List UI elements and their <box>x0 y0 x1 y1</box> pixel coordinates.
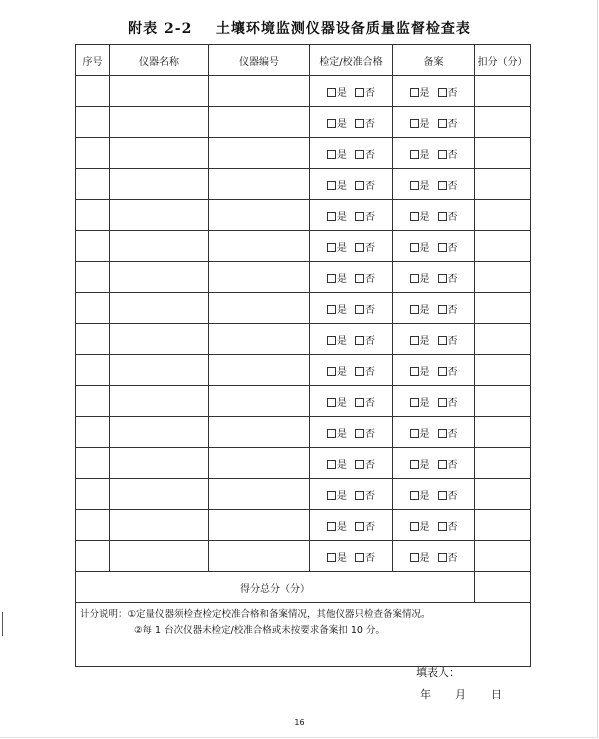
table-row <box>76 324 531 355</box>
no-label: 否 <box>447 521 458 533</box>
header-deduction: 扣分（分） <box>475 45 531 76</box>
instrument-name-cell[interactable] <box>110 262 209 293</box>
yes-checkbox[interactable] <box>410 212 419 221</box>
no-checkbox[interactable] <box>438 305 447 314</box>
yes-label: 是 <box>419 366 430 378</box>
no-label: 否 <box>447 211 458 223</box>
deduction-cell[interactable] <box>475 107 531 138</box>
no-checkbox[interactable] <box>355 491 364 500</box>
table-row <box>76 510 531 541</box>
yes-label: 是 <box>419 180 430 192</box>
deduction-cell[interactable] <box>475 138 531 169</box>
yes-label: 是 <box>337 397 347 409</box>
page-number: 16 <box>294 718 305 727</box>
yes-checkbox[interactable] <box>327 336 336 345</box>
no-label: 否 <box>447 242 458 254</box>
instrument-name-cell[interactable] <box>110 138 209 169</box>
no-label: 否 <box>447 490 458 502</box>
yes-checkbox[interactable] <box>327 150 336 159</box>
instrument-name-cell[interactable] <box>110 76 209 107</box>
no-label: 否 <box>447 180 458 192</box>
instrument-number-cell[interactable] <box>209 448 310 479</box>
serial-cell[interactable] <box>76 324 110 355</box>
no-label: 否 <box>365 335 375 347</box>
yes-checkbox[interactable] <box>410 491 419 500</box>
no-checkbox[interactable] <box>355 553 364 562</box>
yes-label: 是 <box>419 490 430 502</box>
filing-options <box>393 479 475 510</box>
yes-label: 是 <box>419 397 430 409</box>
header-instrument-number: 仪器编号 <box>209 45 310 76</box>
header-filing: 备案 <box>393 45 475 76</box>
yes-label: 是 <box>419 521 430 533</box>
no-checkbox[interactable] <box>355 181 364 190</box>
yes-checkbox[interactable] <box>327 119 336 128</box>
no-checkbox[interactable] <box>355 336 364 345</box>
filing-options <box>393 76 475 107</box>
instrument-name-cell[interactable] <box>110 107 209 138</box>
yes-label: 是 <box>419 552 430 564</box>
table-row <box>76 479 531 510</box>
yes-checkbox[interactable] <box>327 398 336 407</box>
header-instrument-name: 仪器名称 <box>110 45 209 76</box>
yes-label: 是 <box>419 459 430 471</box>
yes-label: 是 <box>419 428 430 440</box>
yes-checkbox[interactable] <box>327 491 336 500</box>
yes-checkbox[interactable] <box>410 119 419 128</box>
no-label: 否 <box>447 87 458 99</box>
instrument-number-cell[interactable] <box>209 293 310 324</box>
instrument-name-cell[interactable] <box>110 231 209 262</box>
instrument-number-cell[interactable] <box>209 138 310 169</box>
yes-label: 是 <box>337 180 347 192</box>
table-row <box>76 76 531 107</box>
yes-label: 是 <box>419 242 430 254</box>
table-row <box>76 417 531 448</box>
no-checkbox[interactable] <box>355 88 364 97</box>
no-checkbox[interactable] <box>438 429 447 438</box>
serial-cell[interactable] <box>76 386 110 417</box>
table-body <box>76 76 531 572</box>
yes-label: 是 <box>337 459 347 471</box>
yes-label: 是 <box>419 87 430 99</box>
serial-cell[interactable] <box>76 138 110 169</box>
filing-options <box>393 231 475 262</box>
instrument-name-cell[interactable] <box>110 324 209 355</box>
table-row <box>76 169 531 200</box>
no-label: 否 <box>365 304 375 316</box>
table-row <box>76 107 531 138</box>
yes-checkbox[interactable] <box>410 398 419 407</box>
yes-label: 是 <box>337 211 347 223</box>
no-checkbox[interactable] <box>438 460 447 469</box>
table-row <box>76 541 531 572</box>
yes-label: 是 <box>337 118 347 130</box>
calibration-options <box>310 448 393 479</box>
yes-label: 是 <box>337 521 347 533</box>
scoring-notes <box>76 603 531 667</box>
date-year-label: 年 <box>420 688 431 701</box>
yes-checkbox[interactable] <box>327 305 336 314</box>
instrument-name-cell[interactable] <box>110 541 209 572</box>
instrument-name-cell[interactable] <box>110 448 209 479</box>
no-checkbox[interactable] <box>355 367 364 376</box>
yes-label: 是 <box>337 490 347 502</box>
document-title: 附表 2-2 土壤环境监测仪器设备质量监督检查表 <box>128 21 471 37</box>
no-checkbox[interactable] <box>438 553 447 562</box>
no-label: 否 <box>365 552 375 564</box>
filler-label: 填表人： <box>416 666 460 679</box>
no-checkbox[interactable] <box>355 460 364 469</box>
instrument-number-cell[interactable] <box>209 200 310 231</box>
no-label: 否 <box>365 180 375 192</box>
deduction-cell[interactable] <box>475 479 531 510</box>
no-label: 否 <box>365 211 375 223</box>
calibration-options <box>310 293 393 324</box>
yes-label: 是 <box>337 273 347 285</box>
deduction-cell[interactable] <box>475 386 531 417</box>
table-row <box>76 262 531 293</box>
filing-options <box>393 355 475 386</box>
yes-checkbox[interactable] <box>410 88 419 97</box>
no-checkbox[interactable] <box>438 398 447 407</box>
no-label: 否 <box>365 459 375 471</box>
yes-checkbox[interactable] <box>327 181 336 190</box>
no-label: 否 <box>447 459 458 471</box>
deduction-cell[interactable] <box>475 262 531 293</box>
calibration-options <box>310 200 393 231</box>
instrument-name-cell[interactable] <box>110 200 209 231</box>
yes-label: 是 <box>337 335 347 347</box>
deduction-cell[interactable] <box>475 355 531 386</box>
yes-checkbox[interactable] <box>410 522 419 531</box>
serial-cell[interactable] <box>76 231 110 262</box>
filing-options <box>393 293 475 324</box>
instrument-number-cell[interactable] <box>209 169 310 200</box>
table-row <box>76 355 531 386</box>
instrument-number-cell[interactable] <box>209 76 310 107</box>
note-line-2: ②每 1 台次仪器未检定/校准合格或未按要求备案扣 10 分。 <box>134 625 385 636</box>
yes-checkbox[interactable] <box>410 243 419 252</box>
no-checkbox[interactable] <box>355 274 364 283</box>
table-row <box>76 293 531 324</box>
no-checkbox[interactable] <box>438 491 447 500</box>
deduction-cell[interactable] <box>475 169 531 200</box>
yes-label: 是 <box>419 335 430 347</box>
calibration-options <box>310 324 393 355</box>
no-label: 否 <box>365 87 375 99</box>
no-label: 否 <box>365 273 375 285</box>
date-day-label: 日 <box>491 688 502 701</box>
no-checkbox[interactable] <box>438 274 447 283</box>
yes-checkbox[interactable] <box>327 367 336 376</box>
calibration-options <box>310 355 393 386</box>
no-label: 否 <box>447 304 458 316</box>
no-label: 否 <box>365 149 375 161</box>
instrument-name-cell[interactable] <box>110 510 209 541</box>
serial-cell[interactable] <box>76 541 110 572</box>
calibration-options <box>310 479 393 510</box>
filing-options <box>393 200 475 231</box>
inspection-table <box>75 44 531 667</box>
instrument-number-cell[interactable] <box>209 541 310 572</box>
instrument-name-cell[interactable] <box>110 386 209 417</box>
instrument-name-cell[interactable] <box>110 169 209 200</box>
yes-checkbox[interactable] <box>327 429 336 438</box>
no-label: 否 <box>447 552 458 564</box>
instrument-number-cell[interactable] <box>209 417 310 448</box>
date-month-label: 月 <box>455 688 466 701</box>
total-score-cell[interactable] <box>475 572 531 603</box>
no-checkbox[interactable] <box>438 522 447 531</box>
instrument-number-cell[interactable] <box>209 510 310 541</box>
instrument-name-cell[interactable] <box>110 293 209 324</box>
calibration-options <box>310 541 393 572</box>
yes-checkbox[interactable] <box>410 460 419 469</box>
filing-options <box>393 262 475 293</box>
yes-checkbox[interactable] <box>327 243 336 252</box>
no-label: 否 <box>447 397 458 409</box>
filing-options <box>393 138 475 169</box>
no-checkbox[interactable] <box>438 212 447 221</box>
yes-label: 是 <box>419 273 430 285</box>
calibration-options <box>310 76 393 107</box>
no-checkbox[interactable] <box>438 181 447 190</box>
no-label: 否 <box>365 490 375 502</box>
no-label: 否 <box>365 118 375 130</box>
yes-checkbox[interactable] <box>327 274 336 283</box>
yes-checkbox[interactable] <box>410 150 419 159</box>
instrument-name-cell[interactable] <box>110 417 209 448</box>
table-row <box>76 448 531 479</box>
header-calibration: 检定/校准合格 <box>310 45 393 76</box>
yes-checkbox[interactable] <box>410 181 419 190</box>
table-row <box>76 138 531 169</box>
instrument-number-cell[interactable] <box>209 262 310 293</box>
yes-checkbox[interactable] <box>410 429 419 438</box>
filing-options <box>393 417 475 448</box>
deduction-cell[interactable] <box>475 293 531 324</box>
serial-cell[interactable] <box>76 417 110 448</box>
calibration-options <box>310 231 393 262</box>
yes-label: 是 <box>419 304 430 316</box>
no-checkbox[interactable] <box>355 429 364 438</box>
no-label: 否 <box>365 521 375 533</box>
yes-label: 是 <box>337 242 347 254</box>
table-header-row <box>76 45 531 76</box>
calibration-options <box>310 169 393 200</box>
no-checkbox[interactable] <box>438 336 447 345</box>
instrument-number-cell[interactable] <box>209 324 310 355</box>
no-checkbox[interactable] <box>438 119 447 128</box>
instrument-number-cell[interactable] <box>209 107 310 138</box>
calibration-options <box>310 107 393 138</box>
calibration-options <box>310 417 393 448</box>
deduction-cell[interactable] <box>475 417 531 448</box>
calibration-options <box>310 138 393 169</box>
no-label: 否 <box>447 149 458 161</box>
no-label: 否 <box>447 273 458 285</box>
deduction-cell[interactable] <box>475 200 531 231</box>
no-label: 否 <box>447 118 458 130</box>
no-checkbox[interactable] <box>438 243 447 252</box>
no-checkbox[interactable] <box>438 367 447 376</box>
filing-options <box>393 324 475 355</box>
notes-row <box>76 603 531 667</box>
serial-cell[interactable] <box>76 293 110 324</box>
serial-cell[interactable] <box>76 448 110 479</box>
yes-checkbox[interactable] <box>410 305 419 314</box>
no-checkbox[interactable] <box>355 243 364 252</box>
no-checkbox[interactable] <box>355 305 364 314</box>
yes-checkbox[interactable] <box>410 274 419 283</box>
filing-options <box>393 541 475 572</box>
header-serial: 序号 <box>76 45 110 76</box>
no-label: 否 <box>365 366 375 378</box>
filing-options <box>393 386 475 417</box>
instrument-number-cell[interactable] <box>209 231 310 262</box>
yes-label: 是 <box>337 87 347 99</box>
yes-checkbox[interactable] <box>410 336 419 345</box>
deduction-cell[interactable] <box>475 324 531 355</box>
filing-options <box>393 510 475 541</box>
instrument-name-cell[interactable] <box>110 479 209 510</box>
yes-checkbox[interactable] <box>410 553 419 562</box>
no-checkbox[interactable] <box>438 150 447 159</box>
yes-checkbox[interactable] <box>410 367 419 376</box>
total-row <box>76 572 531 603</box>
no-checkbox[interactable] <box>355 398 364 407</box>
table-row <box>76 231 531 262</box>
yes-label: 是 <box>337 149 347 161</box>
instrument-number-cell[interactable] <box>209 479 310 510</box>
yes-checkbox[interactable] <box>327 522 336 531</box>
yes-checkbox[interactable] <box>327 212 336 221</box>
no-checkbox[interactable] <box>355 212 364 221</box>
yes-label: 是 <box>337 366 347 378</box>
no-label: 否 <box>365 242 375 254</box>
serial-cell[interactable] <box>76 107 110 138</box>
no-checkbox[interactable] <box>355 150 364 159</box>
yes-label: 是 <box>419 211 430 223</box>
serial-cell[interactable] <box>76 200 110 231</box>
no-label: 否 <box>365 397 375 409</box>
yes-label: 是 <box>337 304 347 316</box>
filing-options <box>393 169 475 200</box>
calibration-options <box>310 386 393 417</box>
instrument-number-cell[interactable] <box>209 355 310 386</box>
yes-label: 是 <box>337 552 347 564</box>
serial-cell[interactable] <box>76 479 110 510</box>
deduction-cell[interactable] <box>475 76 531 107</box>
yes-label: 是 <box>419 149 430 161</box>
filing-options <box>393 448 475 479</box>
yes-checkbox[interactable] <box>327 553 336 562</box>
yes-checkbox[interactable] <box>327 88 336 97</box>
serial-cell[interactable] <box>76 355 110 386</box>
deduction-cell[interactable] <box>475 541 531 572</box>
deduction-cell[interactable] <box>475 510 531 541</box>
serial-cell[interactable] <box>76 510 110 541</box>
yes-label: 是 <box>337 428 347 440</box>
binding-mark <box>2 612 3 636</box>
no-label: 否 <box>447 428 458 440</box>
table-row <box>76 386 531 417</box>
no-checkbox[interactable] <box>355 522 364 531</box>
deduction-cell[interactable] <box>475 448 531 479</box>
no-checkbox[interactable] <box>438 88 447 97</box>
table-row <box>76 200 531 231</box>
serial-cell[interactable] <box>76 76 110 107</box>
no-label: 否 <box>447 335 458 347</box>
filing-options <box>393 107 475 138</box>
instrument-number-cell[interactable] <box>209 386 310 417</box>
serial-cell[interactable] <box>76 262 110 293</box>
no-label: 否 <box>447 366 458 378</box>
note-line-1: 计分说明：①定量仪器须检查检定校准合格和备案情况，其他仪器只检查备案情况。 <box>80 609 431 620</box>
calibration-options <box>310 262 393 293</box>
no-checkbox[interactable] <box>355 119 364 128</box>
yes-checkbox[interactable] <box>327 460 336 469</box>
deduction-cell[interactable] <box>475 231 531 262</box>
instrument-name-cell[interactable] <box>110 355 209 386</box>
yes-label: 是 <box>419 118 430 130</box>
no-label: 否 <box>365 428 375 440</box>
serial-cell[interactable] <box>76 169 110 200</box>
total-score-label: 得分总分（分） <box>76 572 475 603</box>
calibration-options <box>310 510 393 541</box>
